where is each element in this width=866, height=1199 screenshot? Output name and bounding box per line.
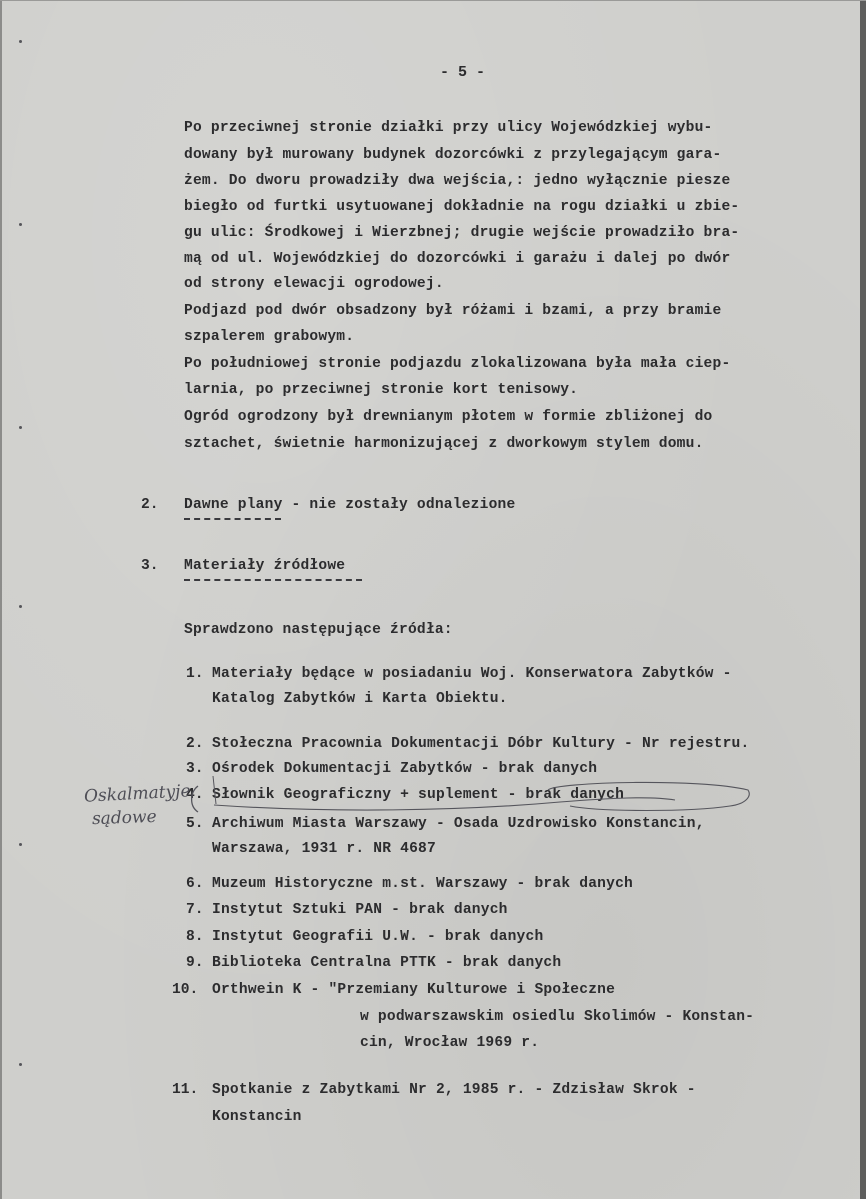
source-line: Materiały będące w posiadaniu Woj. Konserwatora Zabytków - <box>212 666 732 682</box>
paragraph-line: mą od ul. Wojewódzkiej do dozorcówki i garażu i dalej po dwór <box>184 251 731 267</box>
source-number: 3. <box>186 761 204 777</box>
source-line: Instytut Sztuki PAN - brak danych <box>212 902 508 918</box>
source-line: Instytut Geografii U.W. - brak danych <box>212 929 544 945</box>
source-number: 9. <box>186 955 204 971</box>
paragraph-line: sztachet, świetnie harmonizującej z dworkowym stylem domu. <box>184 436 704 452</box>
source-number: 1. <box>186 666 204 682</box>
source-line: Muzeum Historyczne m.st. Warszawy - brak danych <box>212 876 634 892</box>
paragraph-line: biegło od furtki usytuowanej dokładnie na rogu działki u zbie- <box>184 199 740 215</box>
source-number: 6. <box>186 876 204 892</box>
page-number: - 5 - <box>440 64 486 81</box>
section-note: - nie zostały odnalezione <box>282 497 516 513</box>
source-line: Orthwein K - "Przemiany Kulturowe i Społeczne <box>212 982 616 998</box>
pencil-circle-mark <box>548 782 749 810</box>
source-line: Ośrodek Dokumentacji Zabytków - brak danych <box>212 761 598 777</box>
source-number: 11. <box>172 1082 199 1098</box>
pencil-bracket-mark <box>192 786 198 812</box>
sources-intro: Sprawdzono następujące źródła: <box>184 622 453 638</box>
paragraph-line: żem. Do dworu prowadziły dwa wejścia,: jedno wyłącznie piesze <box>184 173 731 189</box>
section-title: Dawne plany <box>184 497 283 513</box>
source-number: 5. <box>186 816 204 832</box>
source-line: Spotkanie z Zabytkami Nr 2, 1985 r. - Zdzisław Skrok - <box>212 1082 696 1098</box>
handwritten-note-line: Oskalmatyje <box>83 781 192 807</box>
source-line: Słownik Geograficzny + suplement - brak danych <box>212 787 625 803</box>
source-line: Biblioteka Centralna PTTK - brak danych <box>212 955 562 971</box>
paragraph-line: Podjazd pod dwór obsadzony był różami i bzami, a przy bramie <box>184 303 722 319</box>
handwritten-note-line: sądowe <box>91 806 157 830</box>
paragraph-line: od strony elewacji ogrodowej. <box>184 276 444 292</box>
paragraph-line: larnia, po przeciwnej stronie kort tenisowy. <box>184 382 579 398</box>
source-line: Stołeczna Pracownia Dokumentacji Dóbr Kultury - Nr rejestru. <box>212 736 750 752</box>
source-number: 2. <box>186 736 204 752</box>
section-title: Materiały źródłowe <box>184 558 346 574</box>
source-line: w podwarszawskim osiedlu Skolimów - Konstan- <box>360 1009 755 1025</box>
paragraph-line: szpalerem grabowym. <box>184 329 355 345</box>
pencil-underline-mark <box>214 798 675 810</box>
source-number: 10. <box>172 982 199 998</box>
pencil-tick-mark <box>213 776 216 804</box>
paragraph-line: Po przeciwnej stronie działki przy ulicy Wojewódzkiej wybu- <box>184 120 713 136</box>
paragraph-line: Po południowej stronie podjazdu zlokalizowana była mała ciep- <box>184 356 731 372</box>
source-line: Warszawa, 1931 r. NR 4687 <box>212 841 436 857</box>
source-number: 8. <box>186 929 204 945</box>
paragraph-line: Ogród ogrodzony był drewnianym płotem w formie zbliżonej do <box>184 409 713 425</box>
paragraph-line: dowany był murowany budynek dozorcówki z przylegającym gara- <box>184 147 722 163</box>
section-number: 2. <box>141 497 159 513</box>
paragraph-line: gu ulic: Środkowej i Wierzbnej; drugie wejście prowadziło bra- <box>184 225 740 241</box>
source-line: Katalog Zabytków i Karta Obiektu. <box>212 691 508 707</box>
source-line: Konstancin <box>212 1109 302 1125</box>
source-line: Archiwum Miasta Warszawy - Osada Uzdrowisko Konstancin, <box>212 816 705 832</box>
source-number: 4. <box>186 787 204 803</box>
section-number: 3. <box>141 558 159 574</box>
source-number: 7. <box>186 902 204 918</box>
source-line: cin, Wrocław 1969 r. <box>360 1035 540 1051</box>
